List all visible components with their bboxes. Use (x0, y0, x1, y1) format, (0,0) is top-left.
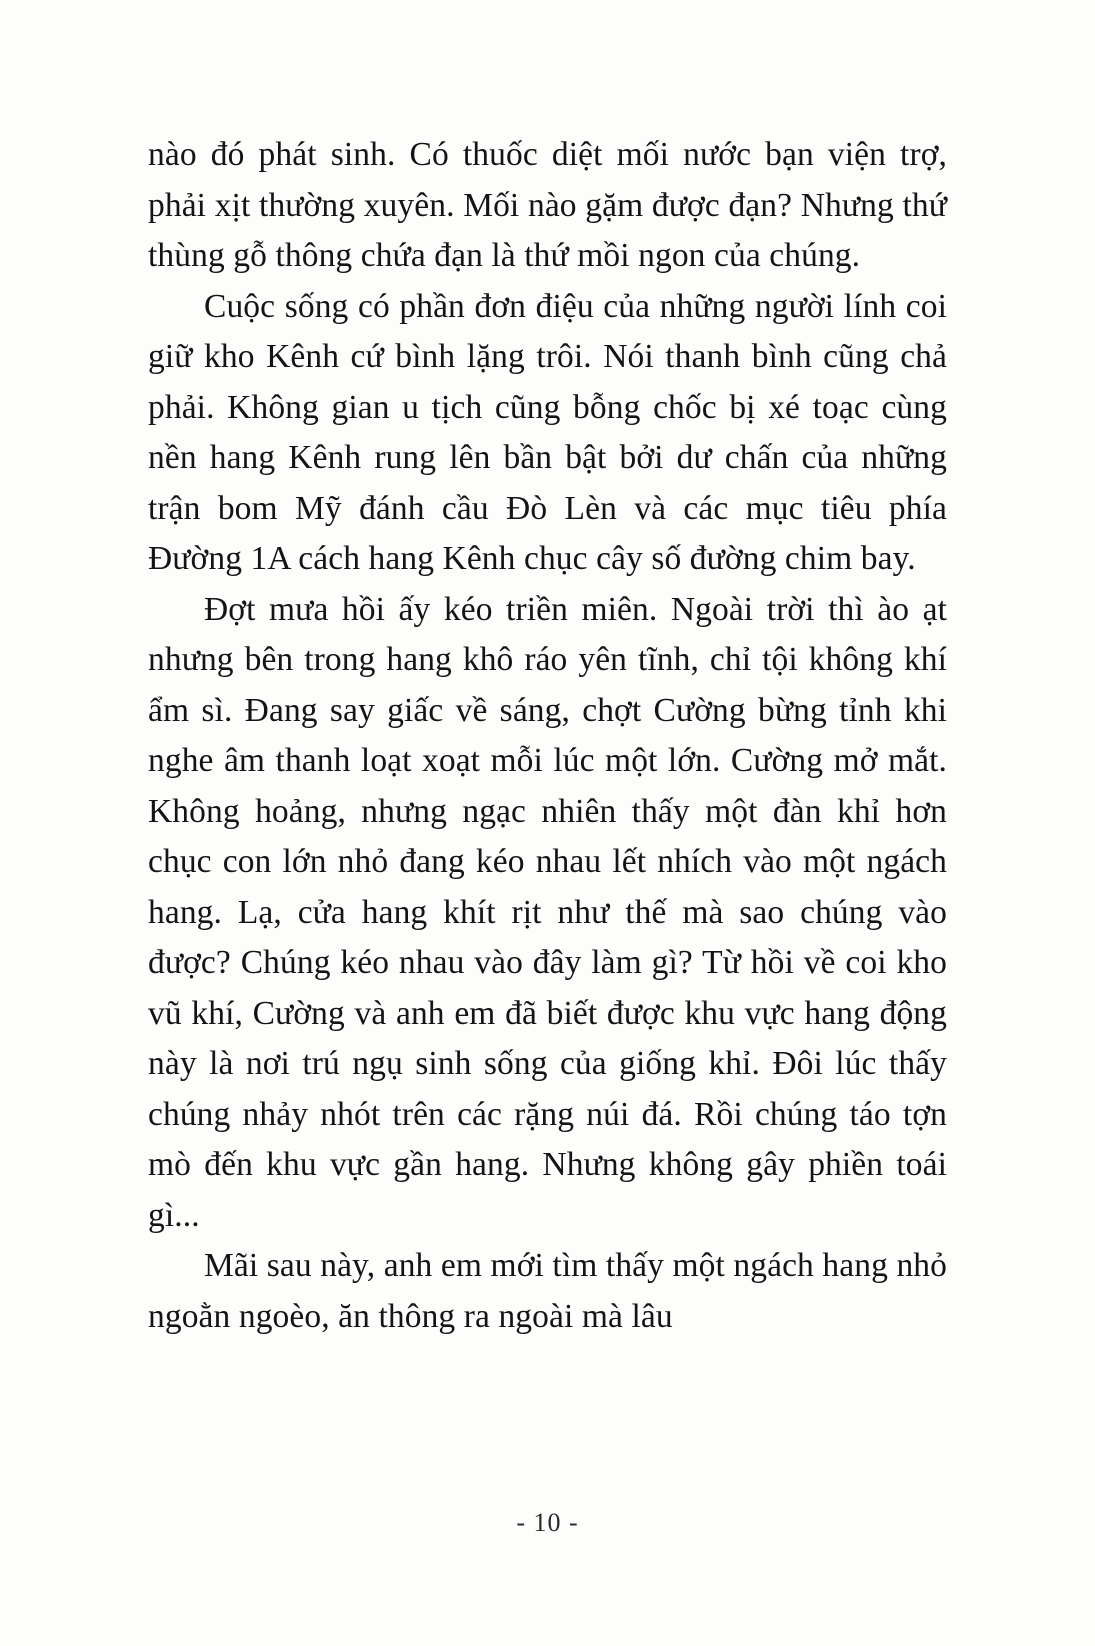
page-body-text (148, 130, 947, 1342)
paragraph: Mãi sau này, anh em mới tìm thấy một ngách hang nhỏ ngoằn ngoèo, ăn thông ra ngoài mà lâu (148, 1247, 947, 1335)
page-number: - 10 - (516, 1508, 579, 1537)
paragraph: nào đó phát sinh. Có thuốc diệt mối nước bạn viện trợ, phải xịt thường xuyên. Mối nào gặm được đạn? Nhưng thứ thùng gỗ thông chứa đạn là thứ mồi ngon của chúng. (148, 136, 947, 274)
paragraph: Cuộc sống có phần đơn điệu của những người lính coi giữ kho Kênh cứ bình lặng trôi. Nói thanh bình cũng chả phải. Không gian u tịch cũng bỗng chốc bị xé toạc cùng nền hang Kênh rung lên bần bật bởi dư chấn của những trận bom Mỹ đánh cầu Đò Lèn và các mục tiêu phía Đường 1A cách hang Kênh chục cây số đường chim bay. (148, 287, 947, 577)
paragraph: Đợt mưa hồi ấy kéo triền miên. Ngoài trời thì ào ạt nhưng bên trong hang khô ráo yên tĩnh, chỉ tội không khí ẩm sì. Đang say giấc về sáng, chợt Cường bừng tỉnh khi nghe âm thanh loạt xoạt mỗi lúc một lớn. Cường mở mắt. Không hoảng, nhưng ngạc nhiên thấy một đàn khỉ hơn chục con lớn nhỏ đang kéo nhau lết nhích vào một ngách hang. Lạ, cửa hang khít rịt như thế mà sao chúng vào được? Chúng kéo nhau vào đây làm gì? Từ hồi về coi kho vũ khí, Cường và anh em đã biết được khu vực hang động này là nơi trú ngụ sinh sống của giống khỉ. Đôi lúc thấy chúng nhảy nhót trên các rặng núi đá. Rồi chúng táo tợn mò đến khu vực gần hang. Nhưng không gây phiền toái gì... (148, 590, 947, 1234)
